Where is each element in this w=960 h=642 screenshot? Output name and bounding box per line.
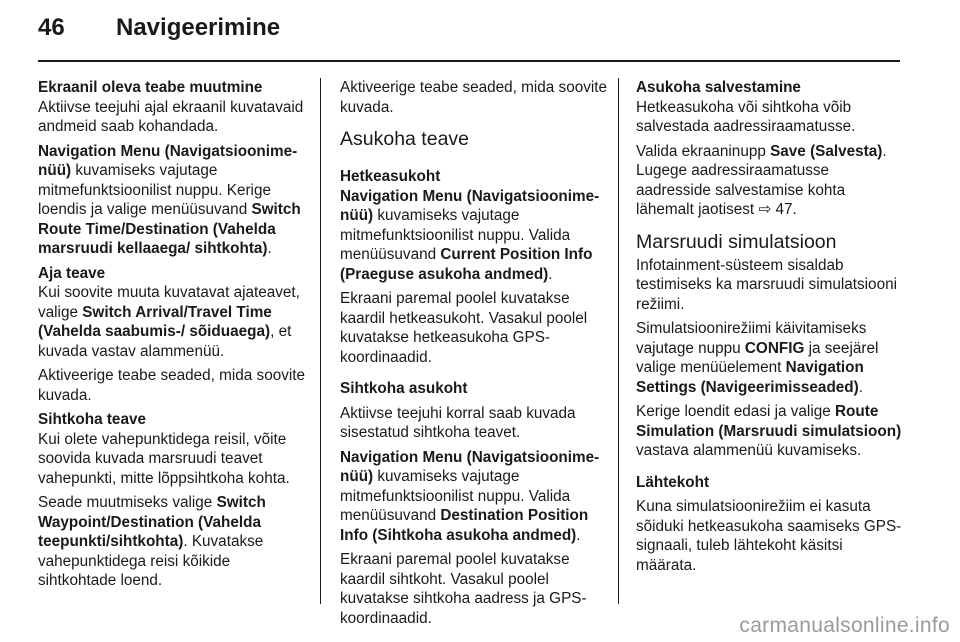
paragraph: Ekraani paremal poolel kuvatakse kaardil hetkeasukoht. Vasakul poolel kuvatakse hetkeasukoha GPS-koordinaadid. xyxy=(340,290,588,366)
menu-option: Current Position Info (Praeguse asukoha andmed) xyxy=(340,246,593,283)
text-run: Valida ekraaninupp xyxy=(636,142,771,160)
paragraph xyxy=(38,493,306,591)
page-number: 46 xyxy=(38,14,65,41)
section-title: Marsruudi simulatsioon xyxy=(636,230,837,253)
paragraph xyxy=(636,142,904,220)
paragraph: Aktiivse teejuhi ajal ekraanil kuvatavaid andmeid saab kohandada. xyxy=(38,98,304,135)
paragraph: Ekraani paremal poolel kuvatakse kaardil sihtkoht. Vasakul poolel kuvatakse sihtkoha aadress ja GPS-koordinaadid. xyxy=(340,551,587,627)
text-run: . xyxy=(548,265,553,283)
text-run: ja seejärel valige menüüelement xyxy=(636,339,879,376)
text-run: . xyxy=(576,526,581,544)
menu-option: Switch Waypoint/Destination (Vahelda teepunkti/sihtkohta) xyxy=(38,494,266,550)
section-heading: Ekraanil oleva teabe muutmine xyxy=(38,79,263,96)
paragraph xyxy=(636,402,904,461)
page-header xyxy=(38,14,280,42)
menu-name: Navigation Menu (Navigatsioonime‐nüü) xyxy=(340,448,600,485)
text-run: Simulatsioonirežiimi käivitamiseks vajutage nuppu xyxy=(636,320,867,357)
page-title: Navigeerimine xyxy=(116,14,281,41)
paragraph: Infotainment-süsteem sisaldab testimiseks ka marsruudi simulatsiooni režiimi. xyxy=(636,256,897,313)
section-heading: Sihtkoha asukoht xyxy=(340,380,468,397)
button-name: Save (Salvesta) xyxy=(770,142,883,160)
column-3 xyxy=(636,78,904,580)
column-divider xyxy=(320,78,321,604)
paragraph xyxy=(38,283,306,361)
menu-option: Destination Position Info (Sihtkoha asukoha andmed) xyxy=(340,507,589,544)
column-2 xyxy=(340,78,608,633)
paragraph xyxy=(340,187,608,285)
section-heading: Lähtekoht xyxy=(636,473,710,491)
text-run: . xyxy=(858,378,863,396)
menu-option: Switch Arrival/Travel Time (Vahelda saabumis-/ sõiduaega) xyxy=(38,303,272,340)
text-run: kuvamiseks vajutage mitmefunktsioonilist nuppu. Kerige loendis ja valige menüüsuvand xyxy=(38,162,271,218)
text-run: kuvamiseks vajutage mitmefunktsioonilist nuppu. Valida menüüsuvand xyxy=(340,468,571,524)
text-run: . xyxy=(792,201,797,218)
paragraph: Kuna simulatsioonirežiim ei kasuta sõiduki hetkeasukoha saamiseks GPS-signaali, tuleb lähtekoht käsitsi määrata. xyxy=(636,498,902,574)
text-run: Kui soovite muuta kuvatavat ajateavet, valige xyxy=(38,284,300,321)
paragraph: Hetkeasukoha või sihtkoha võib salvestada aadressiraamatusse. xyxy=(636,98,856,135)
text-run: . Kuvatakse vahepunktidega reisi kõikide sihtkohtade loend. xyxy=(38,533,264,589)
watermark: carmanualsonline.info xyxy=(739,614,950,637)
text-run: , et kuvada vastav alammenüü. xyxy=(38,323,292,360)
section-heading: Hetkeasukoht xyxy=(340,168,441,185)
column-1 xyxy=(38,78,306,596)
page-reference-arrow-icon: ⇨ xyxy=(758,201,772,218)
text-run: kuvamiseks vajutage mitmefunktsioonilist nuppu. Valida menüüsuvand xyxy=(340,207,571,263)
paragraph xyxy=(636,319,904,397)
text-run: . Lugege aadressiraamatusse aadresside salvestamise kohta lähemalt jaotisest xyxy=(636,142,887,218)
page-reference[interactable]: 47 xyxy=(775,201,793,218)
text-run: vastava alammenüü kuvamiseks. xyxy=(636,442,862,459)
paragraph xyxy=(340,448,608,546)
menu-option: Switch Route Time/Destination (Vahelda marsruudi kellaaega/ sihtkohta) xyxy=(38,201,301,257)
menu-name: Navigation Menu (Navigatsioonime‐nüü) xyxy=(340,187,600,224)
text-run: . xyxy=(267,240,272,257)
paragraph: Aktiveerige teabe seaded, mida soovite kuvada. xyxy=(38,367,306,404)
text-run: Kerige loendit edasi ja valige xyxy=(636,403,835,420)
paragraph: Aktiivse teejuhi korral saab kuvada sisestatud sihtkoha teavet. xyxy=(340,404,576,441)
menu-option: Navigation Settings (Navigeerimisseaded) xyxy=(636,359,864,396)
menu-name: Navigation Menu (Navigatsioonime‐nüü) xyxy=(38,142,298,179)
paragraph: Aktiveerige teabe seaded, mida soovite kuvada. xyxy=(340,79,608,116)
button-name: CONFIG xyxy=(744,339,805,357)
menu-option: Route Simulation (Marsruudi simulatsioon) xyxy=(636,403,902,440)
header-rule xyxy=(38,60,900,62)
text-run: Seade muutmiseks valige xyxy=(38,494,217,511)
section-heading: Aja teave xyxy=(38,264,106,282)
section-heading: Sihtkoha teave xyxy=(38,411,146,428)
section-title: Asukoha teave xyxy=(340,128,470,150)
paragraph: Kui olete vahepunktidega reisil, võite soovida kuvada marsruudi teavet vahepunkti, mitte lõppsihtkoha kohta. xyxy=(38,430,290,487)
column-divider xyxy=(618,78,619,604)
paragraph xyxy=(38,142,306,259)
section-heading: Asukoha salvestamine xyxy=(636,79,801,96)
